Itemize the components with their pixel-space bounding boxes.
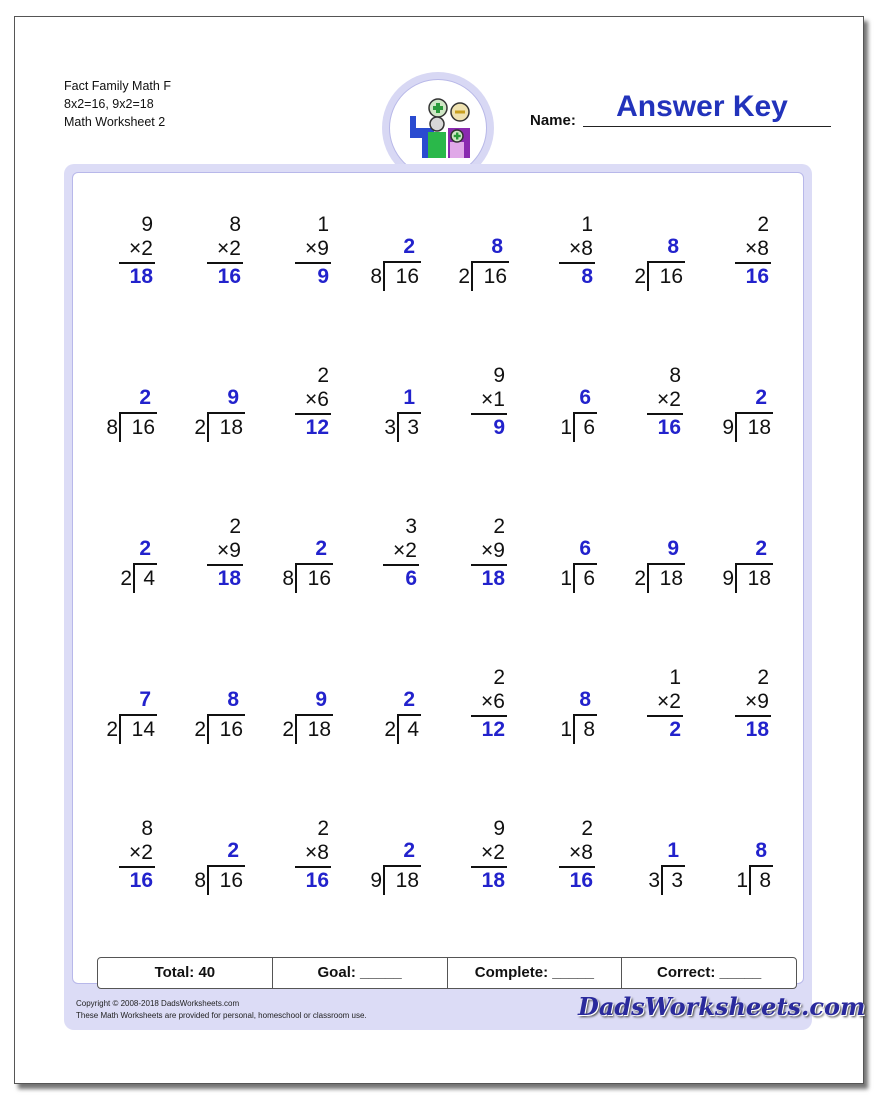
- dividend: 18: [659, 567, 683, 590]
- problem-5-7: [613, 789, 701, 892]
- factor-top: 2: [229, 515, 241, 538]
- factor-top: 1: [669, 666, 681, 689]
- answer-rule: [383, 564, 419, 566]
- problem-2-3: [261, 336, 349, 439]
- problem-4-1: [85, 638, 173, 741]
- divisor: 2: [384, 718, 396, 741]
- quotient-answer: 8: [227, 688, 239, 711]
- divisor: 8: [106, 416, 118, 439]
- divisor: 3: [648, 869, 660, 892]
- divisor: 2: [106, 718, 118, 741]
- factor-bottom: ×2: [129, 841, 153, 864]
- problem-5-6: [525, 789, 613, 892]
- factor-bottom: ×9: [217, 539, 241, 562]
- dividend: 16: [219, 718, 243, 741]
- quotient-answer: 2: [755, 386, 767, 409]
- dividend: 6: [583, 567, 595, 590]
- product-answer: 2: [669, 718, 681, 741]
- dividend: 18: [747, 416, 771, 439]
- quotient-answer: 9: [315, 688, 327, 711]
- product-answer: 18: [217, 567, 241, 590]
- factor-top: 3: [405, 515, 417, 538]
- product-answer: 16: [305, 869, 329, 892]
- worksheet-subtitle: 8x2=16, 9x2=18: [64, 97, 154, 111]
- answer-rule: [295, 413, 331, 415]
- quotient-answer: 2: [139, 386, 151, 409]
- factor-top: 9: [493, 364, 505, 387]
- quotient-answer: 2: [755, 537, 767, 560]
- name-value: Answer Key: [616, 90, 788, 123]
- problem-4-6: [525, 638, 613, 741]
- product-answer: 18: [481, 567, 505, 590]
- problem-5-4: [349, 789, 437, 892]
- problem-3-3: [261, 487, 349, 590]
- answer-rule: [119, 262, 155, 264]
- problem-1-6: [525, 185, 613, 288]
- factor-bottom: ×9: [745, 690, 769, 713]
- quotient-answer: 1: [667, 839, 679, 862]
- quotient-answer: 2: [403, 839, 415, 862]
- dividend: 8: [583, 718, 595, 741]
- quotient-answer: 8: [755, 839, 767, 862]
- product-answer: 18: [481, 869, 505, 892]
- problem-1-7: [613, 185, 701, 288]
- product-answer: 16: [745, 265, 769, 288]
- factor-bottom: ×1: [481, 388, 505, 411]
- problem-3-5: [437, 487, 525, 590]
- quotient-answer: 2: [403, 688, 415, 711]
- product-answer: 12: [481, 718, 505, 741]
- dividend: 16: [395, 265, 419, 288]
- divisor: 1: [736, 869, 748, 892]
- divisor: 2: [282, 718, 294, 741]
- factor-bottom: ×6: [305, 388, 329, 411]
- dividend: 16: [659, 265, 683, 288]
- divisor: 9: [722, 567, 734, 590]
- problem-3-8: [701, 487, 789, 590]
- copyright-text: Copyright © 2008-2018 DadsWorksheets.com: [76, 999, 240, 1008]
- divisor: 2: [194, 416, 206, 439]
- product-answer: 18: [129, 265, 153, 288]
- answer-rule: [471, 564, 507, 566]
- factor-bottom: ×2: [217, 237, 241, 260]
- answer-rule: [295, 262, 331, 264]
- factor-top: 2: [317, 817, 329, 840]
- product-answer: 16: [657, 416, 681, 439]
- product-answer: 12: [305, 416, 329, 439]
- problem-3-6: [525, 487, 613, 590]
- dividend: 16: [483, 265, 507, 288]
- factor-bottom: ×2: [657, 388, 681, 411]
- divisor: 2: [120, 567, 132, 590]
- dividend: 18: [307, 718, 331, 741]
- problem-2-5: [437, 336, 525, 439]
- divisor: 8: [370, 265, 382, 288]
- product-answer: 8: [581, 265, 593, 288]
- answer-rule: [119, 866, 155, 868]
- dividend: 16: [131, 416, 155, 439]
- dividend: 14: [131, 718, 155, 741]
- dividend: 6: [583, 416, 595, 439]
- factor-top: 2: [493, 666, 505, 689]
- factor-bottom: ×8: [745, 237, 769, 260]
- problem-2-7: [613, 336, 701, 439]
- dividend: 3: [407, 416, 419, 439]
- factor-bottom: ×9: [305, 237, 329, 260]
- answer-rule: [735, 715, 771, 717]
- answer-rule: [471, 413, 507, 415]
- dividend: 4: [407, 718, 419, 741]
- answer-rule: [647, 715, 683, 717]
- quotient-answer: 8: [667, 235, 679, 258]
- factor-top: 2: [581, 817, 593, 840]
- answer-rule: [647, 413, 683, 415]
- factor-bottom: ×8: [569, 841, 593, 864]
- quotient-answer: 2: [315, 537, 327, 560]
- factor-bottom: ×8: [305, 841, 329, 864]
- problem-3-4: [349, 487, 437, 590]
- problem-5-2: [173, 789, 261, 892]
- divisor: 8: [282, 567, 294, 590]
- factor-top: 2: [757, 666, 769, 689]
- problem-4-5: [437, 638, 525, 741]
- quotient-answer: 1: [403, 386, 415, 409]
- factor-bottom: ×8: [569, 237, 593, 260]
- factor-bottom: ×6: [481, 690, 505, 713]
- divisor: 1: [560, 718, 572, 741]
- answer-rule: [295, 866, 331, 868]
- product-answer: 9: [317, 265, 329, 288]
- dividend: 8: [759, 869, 771, 892]
- answer-rule: [471, 866, 507, 868]
- problem-3-7: [613, 487, 701, 590]
- dividend: 18: [219, 416, 243, 439]
- problem-5-8: [701, 789, 789, 892]
- factor-bottom: ×2: [657, 690, 681, 713]
- dividend: 4: [143, 567, 155, 590]
- worksheet-title: Fact Family Math F: [64, 79, 171, 93]
- quotient-answer: 6: [579, 537, 591, 560]
- problem-4-7: [613, 638, 701, 741]
- product-answer: 18: [745, 718, 769, 741]
- answer-rule: [207, 564, 243, 566]
- copyright-block: [76, 998, 367, 1022]
- quotient-answer: 2: [139, 537, 151, 560]
- divisor: 2: [634, 567, 646, 590]
- problem-2-4: [349, 336, 437, 439]
- family-icon: [404, 94, 474, 164]
- problem-frame: [64, 164, 866, 1030]
- answer-rule: [559, 866, 595, 868]
- brand-logo: DadsWorksheets.com: [578, 992, 866, 1021]
- answer-rule: [559, 262, 595, 264]
- factor-bottom: ×2: [481, 841, 505, 864]
- complete-field[interactable]: Complete: _____: [448, 958, 623, 988]
- dividend: 16: [219, 869, 243, 892]
- dividend: 18: [747, 567, 771, 590]
- factor-top: 8: [229, 213, 241, 236]
- score-bar: [97, 957, 797, 989]
- factor-top: 9: [493, 817, 505, 840]
- problem-4-2: [173, 638, 261, 741]
- quotient-answer: 9: [667, 537, 679, 560]
- total-count: Total: 40: [98, 958, 273, 988]
- problem-area: [72, 172, 804, 984]
- problem-1-1: [85, 185, 173, 288]
- name-input-line[interactable]: [583, 126, 831, 127]
- answer-rule: [207, 262, 243, 264]
- problem-grid: [73, 173, 805, 933]
- problem-1-8: [701, 185, 789, 288]
- factor-bottom: ×9: [481, 539, 505, 562]
- quotient-answer: 8: [579, 688, 591, 711]
- dividend: 16: [307, 567, 331, 590]
- problem-2-6: [525, 336, 613, 439]
- factor-top: 2: [317, 364, 329, 387]
- problem-2-1: [85, 336, 173, 439]
- quotient-answer: 6: [579, 386, 591, 409]
- factor-bottom: ×2: [393, 539, 417, 562]
- answer-rule: [471, 715, 507, 717]
- product-answer: 16: [129, 869, 153, 892]
- problem-2-8: [701, 336, 789, 439]
- divisor: 2: [458, 265, 470, 288]
- factor-bottom: ×2: [129, 237, 153, 260]
- problem-4-3: [261, 638, 349, 741]
- factor-top: 8: [141, 817, 153, 840]
- divisor: 2: [634, 265, 646, 288]
- product-answer: 16: [569, 869, 593, 892]
- factor-top: 1: [317, 213, 329, 236]
- problem-1-3: [261, 185, 349, 288]
- divisor: 8: [194, 869, 206, 892]
- factor-top: 1: [581, 213, 593, 236]
- factor-top: 2: [493, 515, 505, 538]
- dividend: 3: [671, 869, 683, 892]
- divisor: 3: [384, 416, 396, 439]
- divisor: 9: [370, 869, 382, 892]
- product-answer: 9: [493, 416, 505, 439]
- problem-1-4: [349, 185, 437, 288]
- worksheet-number: Math Worksheet 2: [64, 115, 166, 129]
- problem-3-1: [85, 487, 173, 590]
- usage-notice: These Math Worksheets are provided for personal, homeschool or classroom use.: [76, 1011, 367, 1020]
- divisor: 2: [194, 718, 206, 741]
- quotient-answer: 2: [403, 235, 415, 258]
- product-answer: 16: [217, 265, 241, 288]
- divisor: 1: [560, 567, 572, 590]
- quotient-answer: 9: [227, 386, 239, 409]
- divisor: 9: [722, 416, 734, 439]
- factor-top: 9: [141, 213, 153, 236]
- problem-5-1: [85, 789, 173, 892]
- problem-4-4: [349, 638, 437, 741]
- quotient-answer: 2: [227, 839, 239, 862]
- problem-3-2: [173, 487, 261, 590]
- problem-2-2: [173, 336, 261, 439]
- quotient-answer: 8: [491, 235, 503, 258]
- problem-1-2: [173, 185, 261, 288]
- name-label: Name:: [530, 112, 576, 129]
- divisor: 1: [560, 416, 572, 439]
- problem-5-3: [261, 789, 349, 892]
- factor-top: 2: [757, 213, 769, 236]
- problem-1-5: [437, 185, 525, 288]
- correct-field[interactable]: Correct: _____: [657, 964, 762, 981]
- quotient-answer: 7: [139, 688, 151, 711]
- worksheet-header: [64, 77, 171, 131]
- factor-top: 8: [669, 364, 681, 387]
- problem-4-8: [701, 638, 789, 741]
- problem-5-5: [437, 789, 525, 892]
- answer-rule: [735, 262, 771, 264]
- dividend: 18: [395, 869, 419, 892]
- product-answer: 6: [405, 567, 417, 590]
- goal-field[interactable]: Goal: _____: [273, 958, 448, 988]
